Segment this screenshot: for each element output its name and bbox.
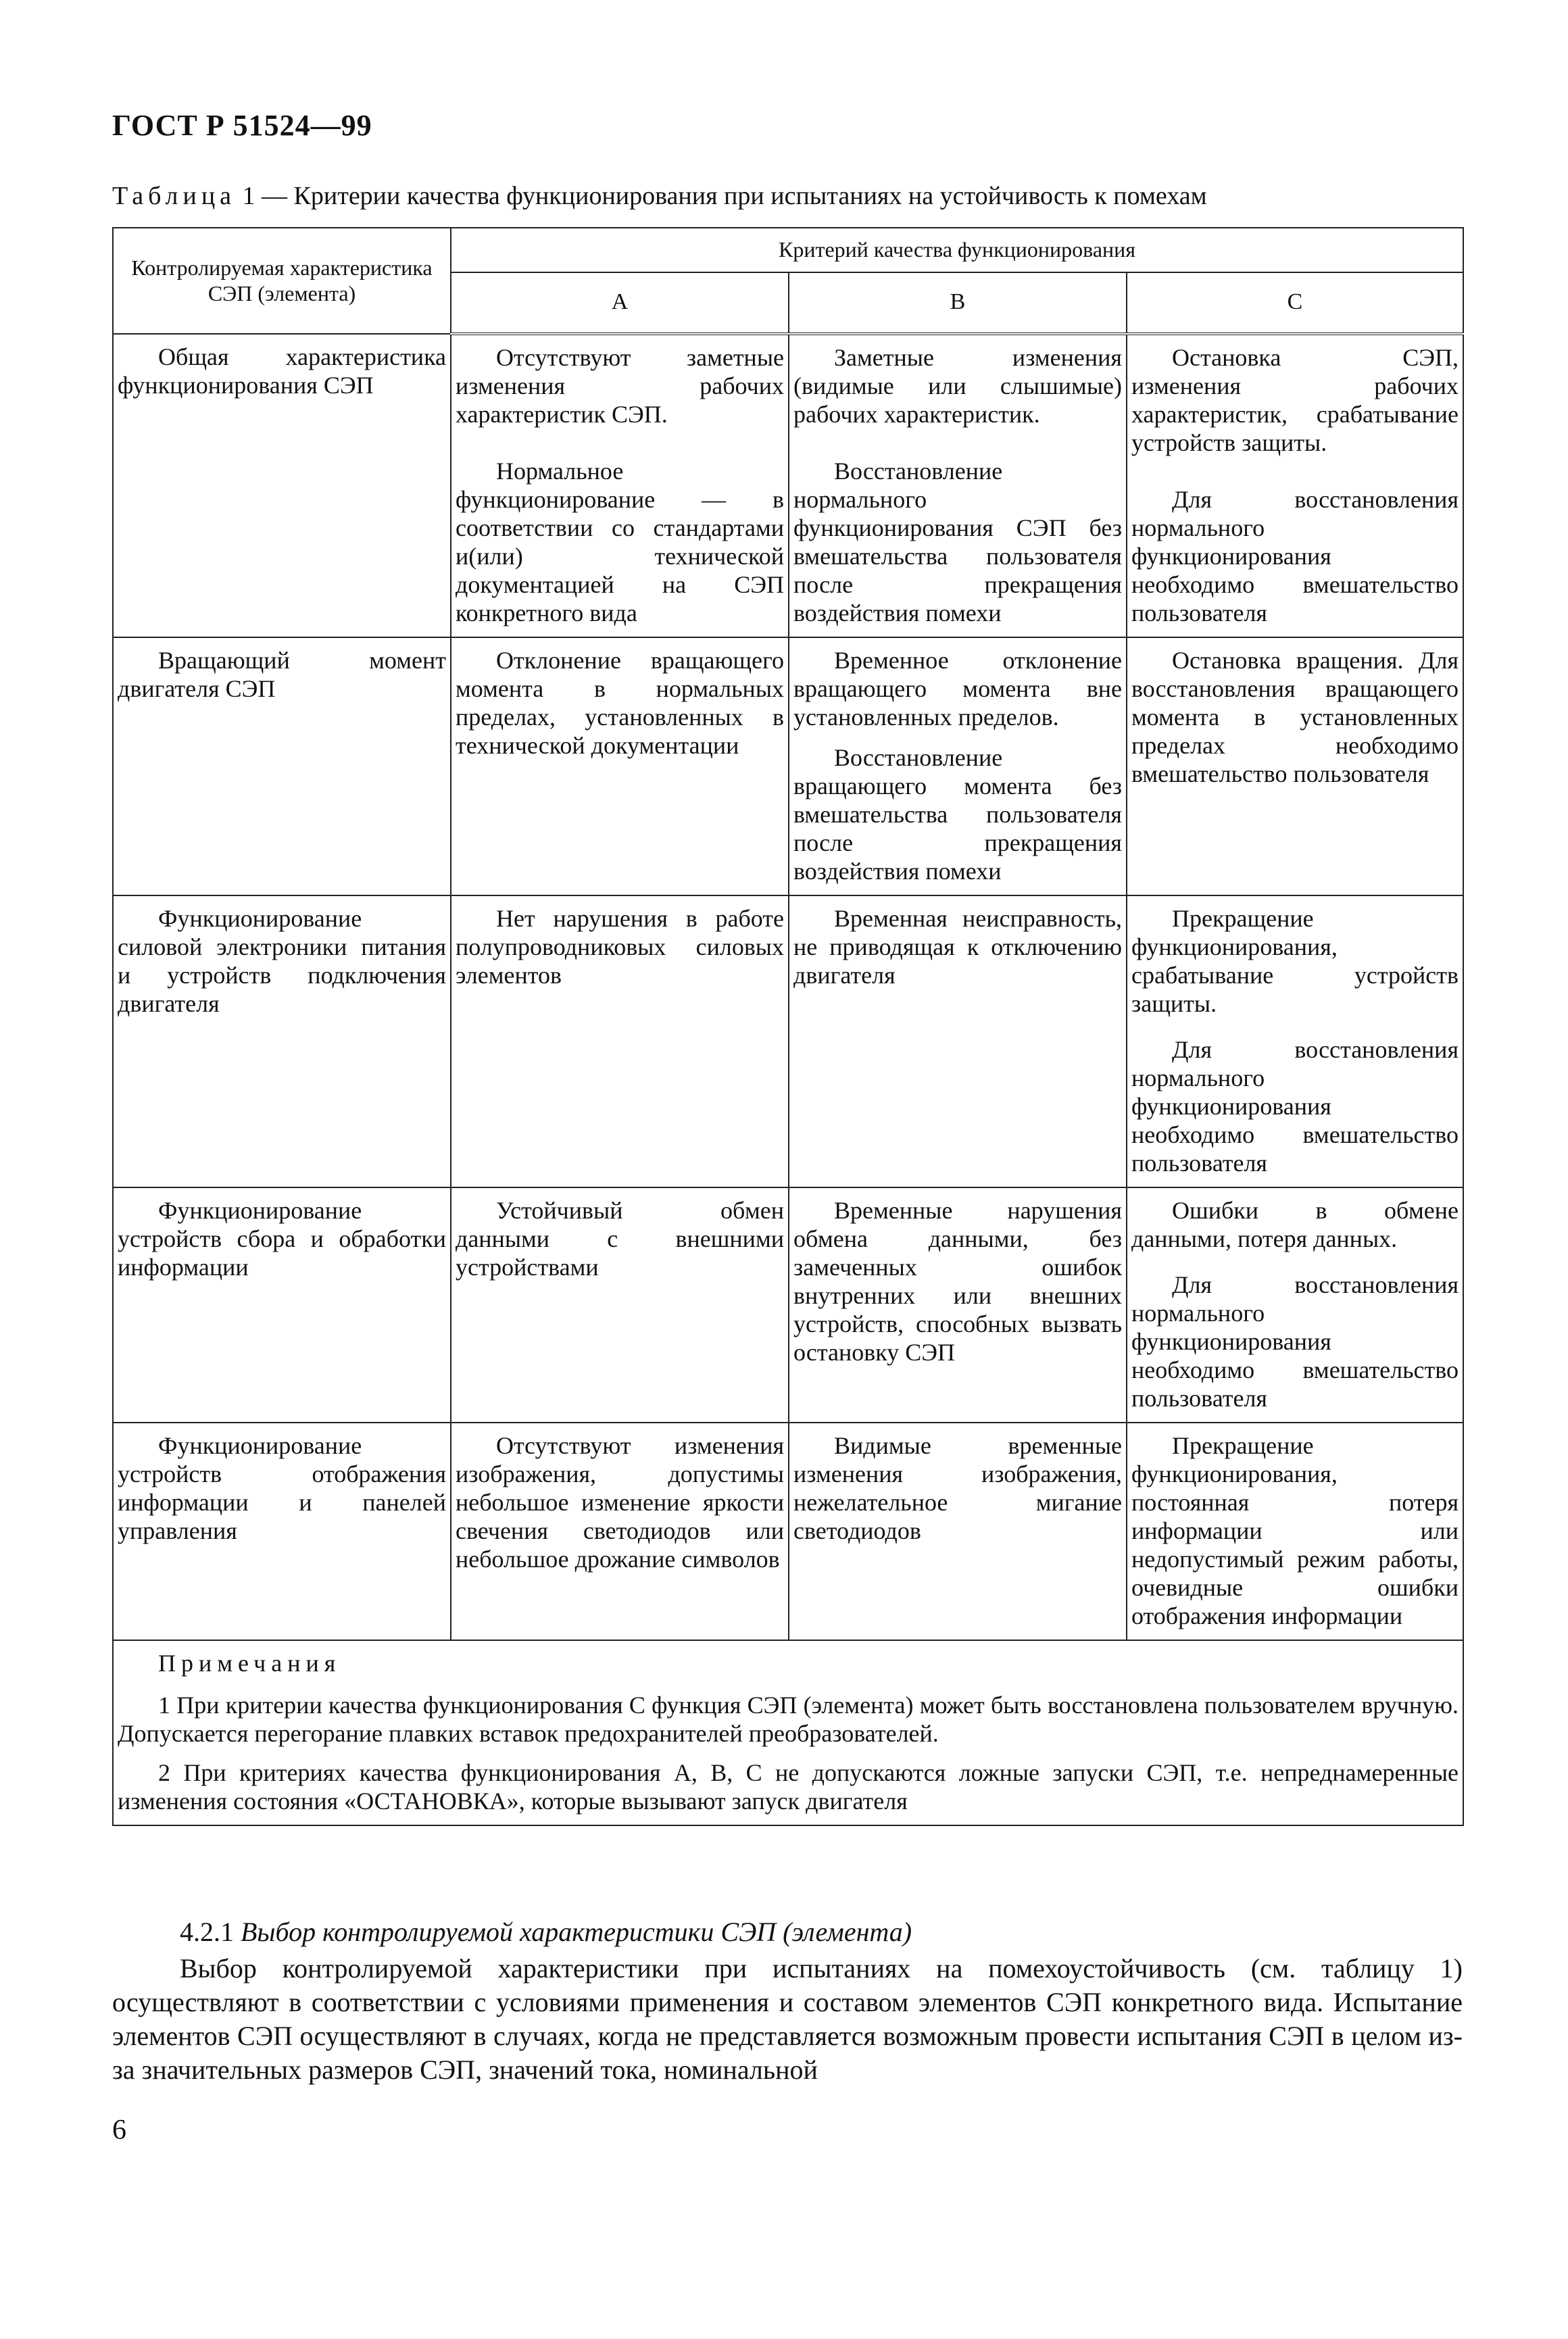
table-row (113, 334, 1463, 637)
notes-title: Примечания (158, 1650, 341, 1677)
criterion-b-cell: Заметные изменения (видимые или слышимые) рабочих характеристик. Восстановление нормального функционирования СЭП без вмешательства пользователя после прекращения воздействия помехи (789, 334, 1127, 637)
criterion-c-cell: Ошибки в обмене данными, потеря данных. Для восстановления нормального функционирования необходимо вмешательство пользователя (1127, 1187, 1463, 1423)
section-heading (112, 1915, 1463, 1949)
criterion-b-cell: Видимые временные изменения изображения, нежелательное мигание светодиодов (789, 1423, 1127, 1640)
section-title: Выбор контролируемой характеристики СЭП (элемента) (241, 1917, 912, 1947)
criterion-c-cell: Остановка СЭП, изменения рабочих характеристик, срабатывание устройств защиты. Для восстановления нормального функционирования необходимо вмешательство пользователя (1127, 334, 1463, 637)
criterion-c-cell: Остановка вращения. Для восстановления вращающего момента в установленных пределах необходимо вмешательство пользователя (1127, 637, 1463, 895)
header-col-c: С (1127, 272, 1463, 334)
header-controlled-characteristic: Контролируемая характеристика СЭП (элемента) (113, 228, 451, 334)
section-number: 4.2.1 (180, 1917, 234, 1947)
notes-row (113, 1640, 1463, 1825)
criterion-c-cell: Прекращение функционирования, постоянная потеря информации или недопустимый режим работы, очевидные ошибки отображения информации (1127, 1423, 1463, 1640)
table-row (113, 637, 1463, 895)
table-row (113, 895, 1463, 1187)
criteria-table (112, 227, 1464, 1826)
document-code: ГОСТ Р 51524—99 (112, 109, 372, 142)
row-characteristic: Функционирование устройств сбора и обработки информации (113, 1187, 451, 1423)
header-criterion: Критерий качества функционирования (451, 228, 1463, 272)
page-number: 6 (112, 2115, 126, 2146)
row-characteristic: Функционирование устройств отображения информации и панелей управления (113, 1423, 451, 1640)
table-row (113, 1423, 1463, 1640)
table-caption-number: 1 (242, 182, 255, 210)
criterion-a-cell: Нет нарушения в работе полупроводниковых силовых элементов (451, 895, 789, 1187)
table-caption (112, 181, 1460, 211)
row-characteristic: Функционирование силовой электроники питания и устройств подключения двигателя (113, 895, 451, 1187)
row-characteristic: Общая характеристика функционирования СЭП (113, 334, 451, 637)
header-col-a: А (451, 272, 789, 334)
criterion-a-cell: Отклонение вращающего момента в нормальных пределах, установленных в технической документации (451, 637, 789, 895)
section-4-2-1 (112, 1915, 1463, 2087)
criterion-b-cell: Временные нарушения обмена данными, без замеченных ошибок внутренних или внешних устройств, способных вызвать остановку СЭП (789, 1187, 1127, 1423)
table-caption-label: Таблица (112, 182, 237, 210)
criterion-a-cell: Отсутствуют изменения изображения, допустимы небольшое изменение яркости свечения светодиодов или небольшое дрожание символов (451, 1423, 789, 1640)
table-caption-text: — Критерии качества функционирования при испытаниях на устойчивость к помехам (255, 182, 1207, 210)
table-row (113, 1187, 1463, 1423)
row-characteristic: Вращающий момент двигателя СЭП (113, 637, 451, 895)
criterion-a-cell: Отсутствуют заметные изменения рабочих характеристик СЭП. Нормальное функционирование — в соответствии со стандартами и(или) технической документацией на СЭП конкретного вида (451, 334, 789, 637)
header-col-b: В (789, 272, 1127, 334)
criterion-a-cell: Устойчивый обмен данными с внешними устройствами (451, 1187, 789, 1423)
criterion-c-cell: Прекращение функционирования, срабатывание устройств защиты. Для восстановления нормального функционирования необходимо вмешательство пользователя (1127, 895, 1463, 1187)
section-body: Выбор контролируемой характеристики при испытаниях на помехоустойчивость (см. таблицу 1) осуществляют в соответствии с условиями применения и составом элементов СЭП конкретного вида. Испытание элементов СЭП осуществляют в случаях, когда не представляется возможным провести испытания СЭП в целом из-за значительных размеров СЭП, значений тока, номинальной (112, 1953, 1463, 2085)
criterion-b-cell: Временное отклонение вращающего момента вне установленных пределов. Восстановление вращающего момента без вмешательства пользователя после прекращения воздействия помехи (789, 637, 1127, 895)
criterion-b-cell: Временная неисправность, не приводящая к отключению двигателя (789, 895, 1127, 1187)
note-item: 2 При критериях качества функционирования А, В, С не допускаются ложные запуски СЭП, т.е. непреднамеренные изменения состояния «ОСТАНОВКА», которые вызывают запуск двигателя (118, 1759, 1459, 1815)
notes-cell (113, 1640, 1463, 1825)
note-item: 1 При критерии качества функционирования С функция СЭП (элемента) может быть восстановлена пользователем вручную. Допускается перегорание плавких вставок предохранителей преобразователей. (118, 1692, 1459, 1747)
